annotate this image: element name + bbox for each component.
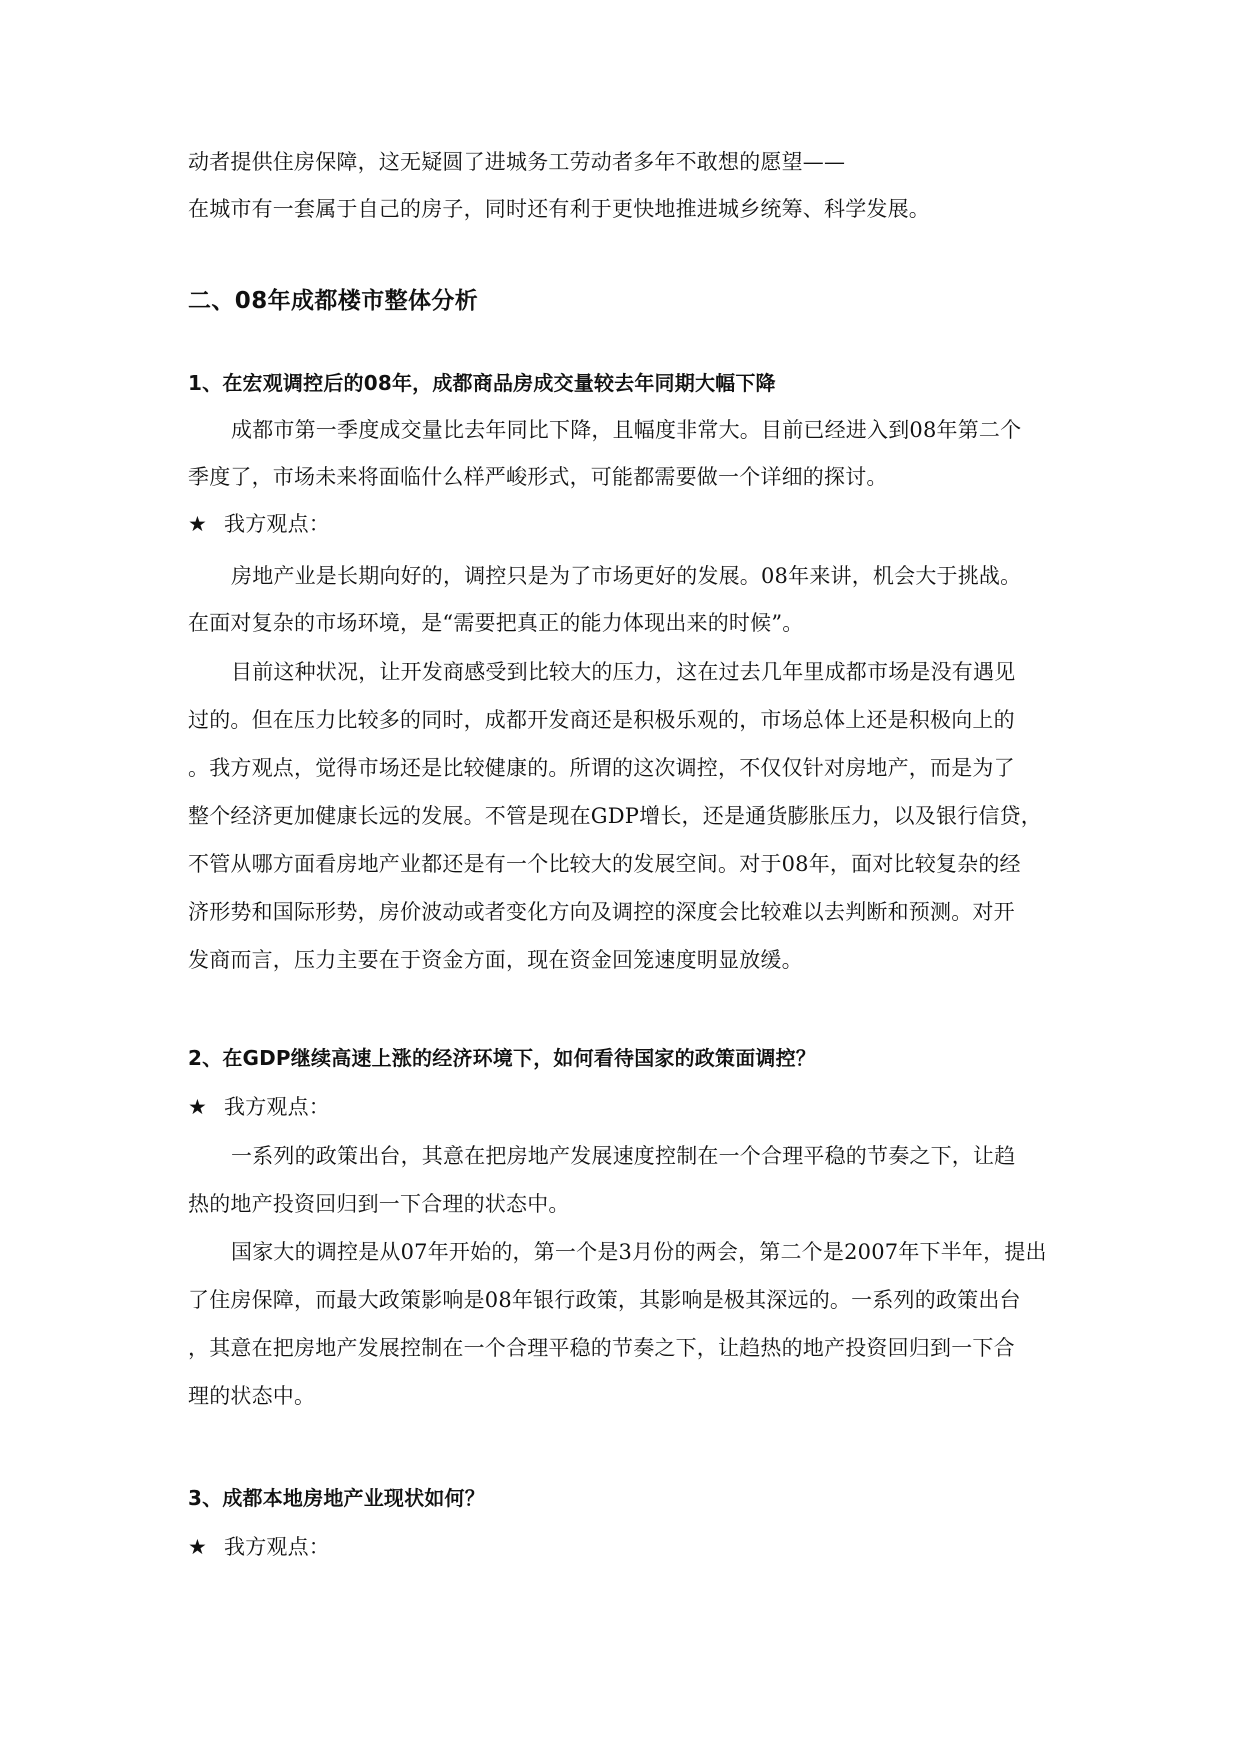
q1-paragraph-3-line-7: 发商而言，压力主要在于资金方面，现在资金回笼速度明显放缓。 [188,948,803,972]
q1-paragraph-1-line-1: 成都市第一季度成交量比去年同比下降，且幅度非常大。目前已经进入到08年第二个 [231,418,1022,442]
q3-title: 3、成都本地房地产业现状如何？ [188,1486,485,1510]
q1-paragraph-3-line-6: 济形势和国际形势，房价波动或者变化方向及调控的深度会比较难以去判断和预测。对开 [188,900,1015,924]
q2-paragraph-1-line-2: 热的地产投资回归到一下合理的状态中。 [188,1192,570,1216]
q2-title: 2、在GDP继续高速上涨的经济环境下，如何看待国家的政策面调控？ [188,1046,816,1070]
q2-viewpoint [188,1092,330,1122]
star-icon: ★ [188,1535,208,1559]
q1-paragraph-3-line-4: 整个经济更加健康长远的发展。不管是现在GDP增长，还是通货膨胀压力，以及银行信贷， [188,804,1042,828]
q1-paragraph-2-line-2: 在面对复杂的市场环境，是“需要把真正的能力体现出来的时候”。 [188,611,804,635]
intro-line-2: 在城市有一套属于自己的房子，同时还有利于更快地推进城乡统筹、科学发展。 [188,197,930,221]
q1-paragraph-1-line-2: 季度了，市场未来将面临什么样严峻形式，可能都需要做一个详细的探讨。 [188,465,888,489]
q3-viewpoint-label: 我方观点： [224,1535,330,1559]
q2-paragraph-2-line-3: ，其意在把房地产发展控制在一个合理平稳的节奏之下，让趋热的地产投资回归到一下合 [188,1336,1015,1360]
section-title: 二、08年成都楼市整体分析 [188,288,479,314]
star-icon: ★ [188,1095,208,1119]
intro-line-1: 动者提供住房保障，这无疑圆了进城务工劳动者多年不敢想的愿望—— [188,150,846,174]
q2-viewpoint-label: 我方观点： [224,1095,330,1119]
q2-paragraph-2-line-1: 国家大的调控是从07年开始的，第一个是3月份的两会，第二个是2007年下半年，提出 [231,1240,1047,1264]
q1-paragraph-2-line-1: 房地产业是长期向好的，调控只是为了市场更好的发展。08年来讲，机会大于挑战。 [231,564,1022,588]
q2-paragraph-2-line-4: 理的状态中。 [188,1384,316,1408]
q1-viewpoint-label: 我方观点： [224,512,330,536]
q1-paragraph-3-line-3: 。我方观点，觉得市场还是比较健康的。所谓的这次调控，不仅仅针对房地产，而是为了 [188,756,1015,780]
star-icon: ★ [188,512,208,536]
q2-paragraph-1-line-1: 一系列的政策出台，其意在把房地产发展速度控制在一个合理平稳的节奏之下，让趋 [231,1144,1016,1168]
q1-paragraph-3-line-1: 目前这种状况，让开发商感受到比较大的压力，这在过去几年里成都市场是没有遇见 [231,660,1016,684]
q1-paragraph-3-line-5: 不管从哪方面看房地产业都还是有一个比较大的发展空间。对于08年，面对比较复杂的经 [188,852,1021,876]
q1-paragraph-3-line-2: 过的。但在压力比较多的同时，成都开发商还是积极乐观的，市场总体上还是积极向上的 [188,708,1015,732]
q1-viewpoint [188,509,330,539]
q2-paragraph-2-line-2: 了住房保障，而最大政策影响是08年银行政策，其影响是极其深远的。一系列的政策出台 [188,1288,1021,1312]
q1-title: 1、在宏观调控后的08年，成都商品房成交量较去年同期大幅下降 [188,371,776,395]
q3-viewpoint [188,1532,330,1562]
